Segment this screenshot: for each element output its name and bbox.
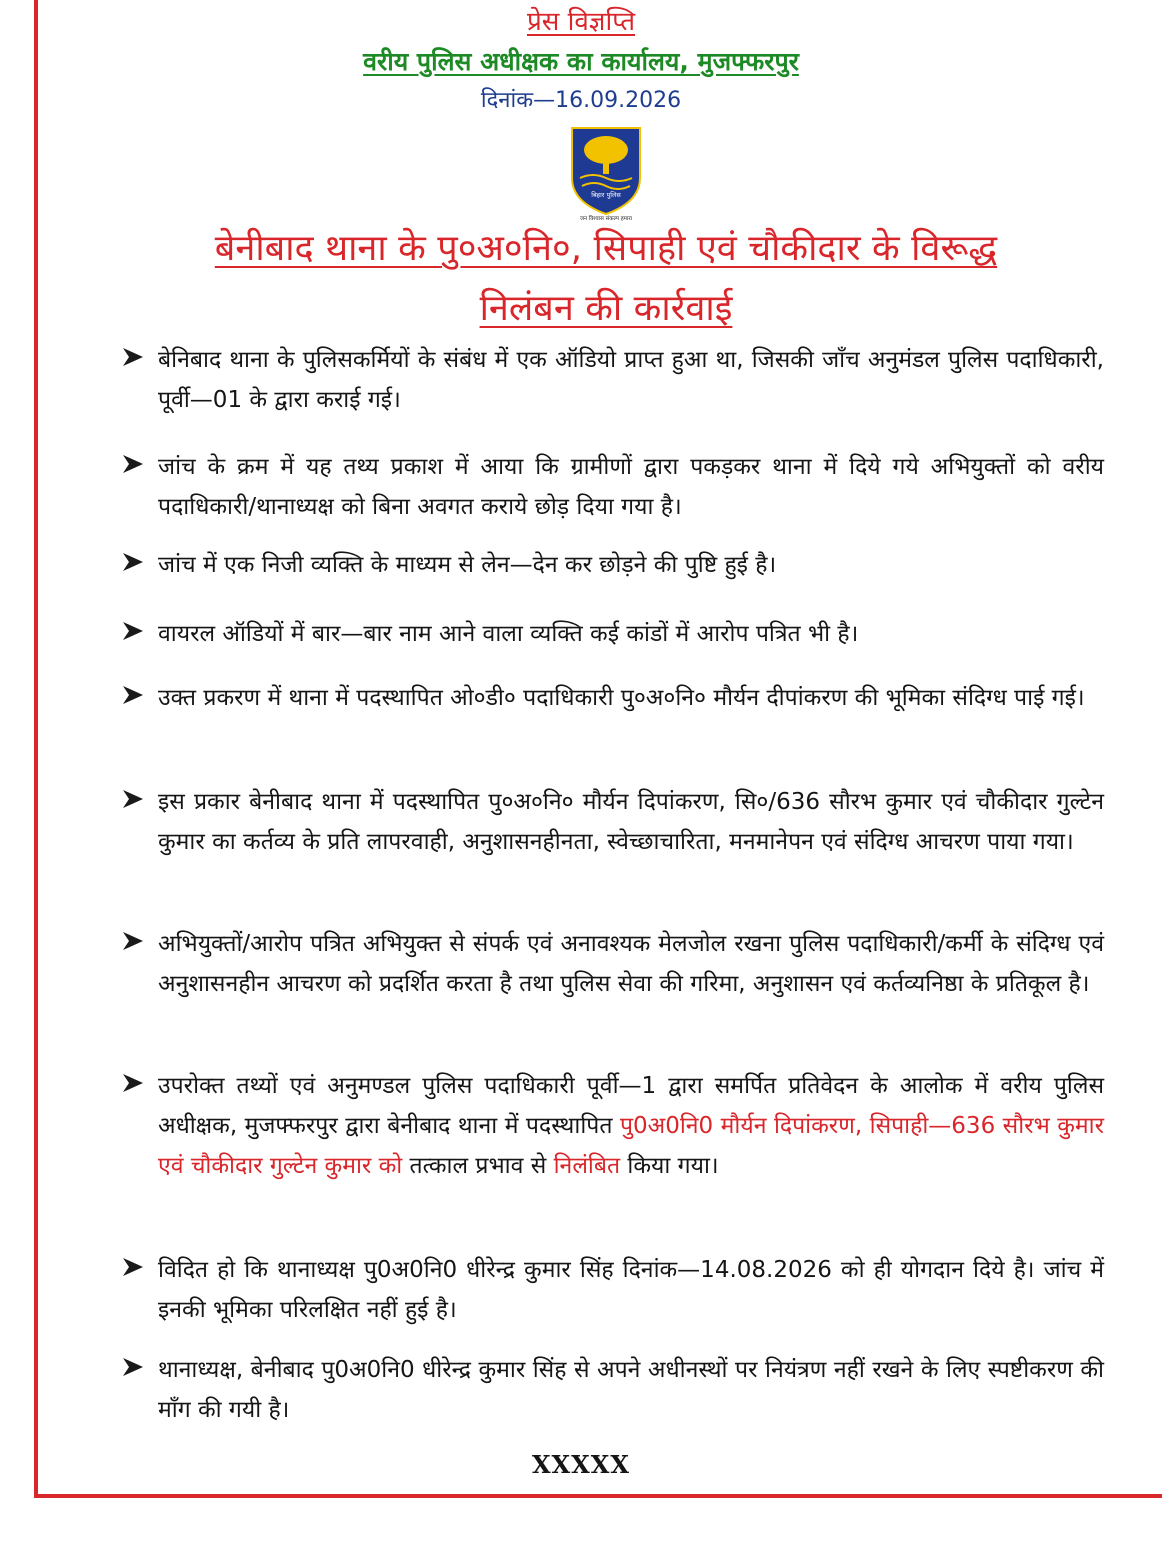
- bullet-text: अभियुक्तों/आरोप पत्रित अभियुक्त से संपर्क एवं अनावश्यक मेलजोल रखना पुलिस पदाधिकारी/कर्मी के संदिग्ध एवं अनुशासनहीन आचरण को प्रदर्शित करता है तथा पुलिस सेवा की गरिमा, अनुशासन एवं कर्तव्यनिष्ठा के प्रतिकूल है।: [158, 931, 1104, 997]
- bullet-text: उक्त प्रकरण में थाना में पदस्थापित ओ०डी० पदाधिकारी पु०अ०नि० मौर्यन दीपांकरण की भूमिका संदिग्ध पाई गई।: [158, 685, 1085, 711]
- suspended-word: निलंबित: [553, 1153, 621, 1179]
- headline-line-2: निलंबन की कार्रवाई: [479, 288, 733, 329]
- arrow-bullet-icon: [120, 1356, 146, 1378]
- suspended-officers: पु0अ0नि0 मौर्यन दिपांकरण, सिपाही—636 सौरभ कुमार एवं चौकीदार गुल्टेन कुमार को: [158, 1113, 1104, 1179]
- bullet-point: [120, 1350, 1104, 1430]
- svg-text:बिहार पुलिस: बिहार पुलिस: [591, 191, 621, 199]
- arrow-bullet-icon: [120, 1072, 146, 1094]
- end-marker: XXXXX: [531, 1450, 631, 1479]
- bullet-text: थानाध्यक्ष, बेनीबाद पु0अ0नि0 धीरेन्द्र कुमार सिंह से अपने अधीनस्थों पर नियंत्रण नहीं रखने के लिए स्पष्टीकरण की माँग की गयी है।: [158, 1357, 1104, 1423]
- arrow-bullet-icon: [120, 1256, 146, 1278]
- suspension-text: किया गया।: [620, 1153, 719, 1179]
- bullet-text: जांच में एक निजी व्यक्ति के माध्यम से लेन—देन कर छोड़ने की पुष्टि हुई है।: [158, 552, 777, 578]
- bullet-text: जांच के क्रम में यह तथ्य प्रकाश में आया कि ग्रामीणों द्वारा पकड़कर थाना में दिये गये अभियुक्तों को वरीय पदाधिकारी/थानाध्यक्ष को बिना अवगत कराये छोड़ दिया गया है।: [158, 454, 1104, 520]
- headline-line-1: बेनीबाद थाना के पु०अ०नि०, सिपाही एवं चौकीदार के विरूद्ध: [214, 228, 998, 269]
- release-date: दिनांक—16.09.2026: [480, 88, 682, 113]
- arrow-bullet-icon: [120, 453, 146, 475]
- arrow-bullet-icon: [120, 551, 146, 573]
- bullet-point: [120, 678, 1104, 718]
- bullet-point: [120, 782, 1104, 862]
- arrow-bullet-icon: [120, 684, 146, 706]
- arrow-bullet-icon: [120, 930, 146, 952]
- bullet-text: [158, 1066, 1104, 1186]
- bullet-text: विदित हो कि थानाध्यक्ष पु0अ0नि0 धीरेन्द्र कुमार सिंह दिनांक—14.08.2026 को ही योगदान दिये है। जांच में इनकी भूमिका परिलक्षित नहीं हुई है।: [158, 1257, 1104, 1323]
- bihar-police-logo: [556, 122, 656, 222]
- bullet-point: [120, 340, 1104, 420]
- svg-text:जन विश्वास संकल्प हमारा: जन विश्वास संकल्प हमारा: [579, 216, 633, 222]
- arrow-bullet-icon: [120, 620, 146, 642]
- arrow-bullet-icon: [120, 346, 146, 368]
- suspension-text: तत्काल प्रभाव से: [402, 1153, 554, 1179]
- bullet-point: [120, 924, 1104, 1004]
- bullet-text: इस प्रकार बेनीबाद थाना में पदस्थापित पु०अ०नि० मौर्यन दिपांकरण, सि०/636 सौरभ कुमार एवं चौकीदार गुल्टेन कुमार का कर्तव्य के प्रति लापरवाही, अनुशासनहीनता, स्वेच्छाचारिता, मनमानेपन एवं संदिग्ध आचरण पाया गया।: [158, 789, 1104, 855]
- suspension-text: उपरोक्त तथ्यों एवं अनुमण्डल पुलिस पदाधिकारी पूर्वी—1 द्वारा समर्पित प्रतिवेदन के आलोक में वरीय पुलिस अधीक्षक, मुजफ्फरपुर द्वारा बेनीबाद थाना में पदस्थापित: [158, 1073, 1104, 1139]
- office-name: वरीय पुलिस अधीक्षक का कार्यालय, मुजफ्फरपुर: [363, 47, 799, 76]
- bullet-point: [120, 1250, 1104, 1330]
- bullet-text: बेनिबाद थाना के पुलिसकर्मियों के संबंध में एक ऑडियो प्राप्त हुआ था, जिसकी जाँच अनुमंडल पुलिस पदाधिकारी, पूर्वी—01 के द्वारा कराई गई।: [158, 347, 1104, 413]
- bullet-point-suspension: [120, 1066, 1104, 1186]
- bullet-point: [120, 614, 1104, 654]
- bullet-point: [120, 545, 1104, 585]
- bullet-text: वायरल ऑडियों में बार—बार नाम आने वाला व्यक्ति कई कांडों में आरोप पत्रित भी है।: [158, 621, 859, 647]
- arrow-bullet-icon: [120, 788, 146, 810]
- press-release-title: प्रेस विज्ञप्ति: [526, 7, 636, 37]
- bullet-point: [120, 447, 1104, 527]
